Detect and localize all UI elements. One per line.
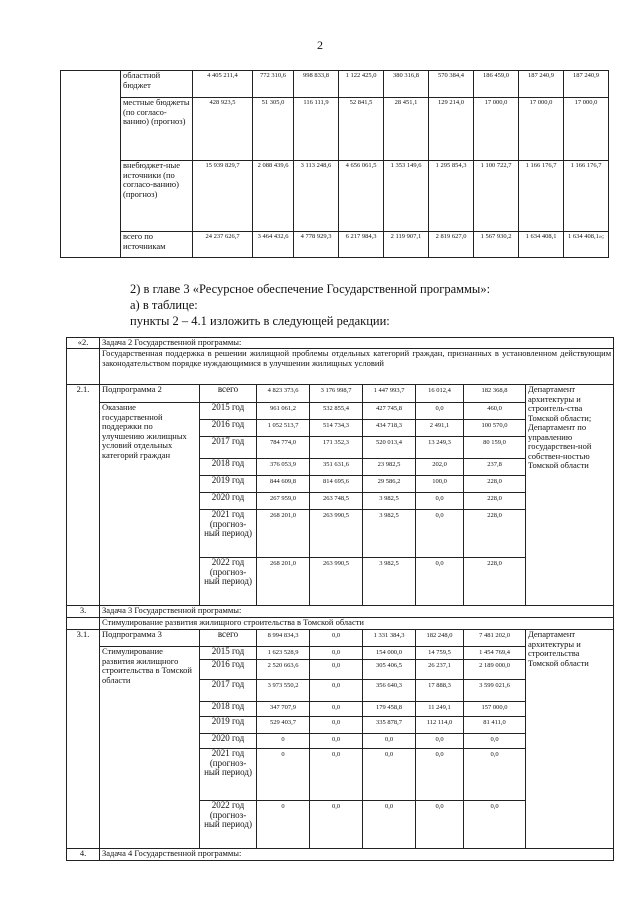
table-cell: 24 237 626,7	[193, 232, 253, 258]
table-cell: 4 823 373,6	[257, 385, 310, 403]
table-cell: 4 405 211,4	[193, 71, 253, 98]
table-cell: 268 201,0	[257, 558, 310, 606]
table-cell: 844 609,8	[257, 476, 310, 493]
table-cell: 3 973 550,2	[257, 680, 310, 702]
table-cell: 3 113 248,6	[294, 161, 339, 232]
table-cell: 0,0	[416, 493, 464, 510]
table-cell: 263 990,5	[310, 558, 363, 606]
table-cell: 26 237,1	[416, 660, 464, 680]
source-label: местные бюджеты (по согласо-ванию) (прогноз)	[121, 98, 193, 161]
table-cell: 15 939 829,7	[193, 161, 253, 232]
table-cell: 570 384,4	[429, 71, 474, 98]
table-cell: 0	[257, 749, 310, 801]
table-cell: 2 189 000,0	[464, 660, 526, 680]
resource-table	[66, 337, 614, 861]
table-row	[67, 338, 614, 349]
table-cell: 305 406,5	[363, 660, 416, 680]
table-cell: 4 778 929,3	[294, 232, 339, 258]
page-number: 2	[317, 38, 323, 52]
table-cell: 4 656 061,5	[339, 161, 384, 232]
table-cell: 2 088 439,6	[253, 161, 294, 232]
table-cell: 0	[257, 734, 310, 749]
table-cell: 6 217 984,3	[339, 232, 384, 258]
table-cell: 14 759,5	[416, 647, 464, 660]
table-cell: 17 000,0	[564, 98, 609, 161]
year-cell: 2018 год	[200, 459, 257, 476]
table-cell: 268 201,0	[257, 510, 310, 558]
table-cell: 356 640,3	[363, 680, 416, 702]
table-row	[67, 349, 614, 385]
year-cell: 2020 год	[200, 734, 257, 749]
table-cell: 237,8	[464, 459, 526, 476]
table-cell: 3 176 998,7	[310, 385, 363, 403]
table-cell: 351 631,6	[310, 459, 363, 476]
row-number: 2.1.	[67, 385, 100, 606]
table-cell: 17 000,0	[519, 98, 564, 161]
row-number: 3.	[67, 606, 100, 618]
table-cell: 0,0	[363, 801, 416, 849]
table-row	[67, 849, 614, 861]
year-cell: 2018 год	[200, 702, 257, 717]
table-cell: 0	[257, 801, 310, 849]
table-cell: 1 353 149,6	[384, 161, 429, 232]
table-cell: 814 695,6	[310, 476, 363, 493]
table-cell: 3 982,5	[363, 510, 416, 558]
budget-sources-table	[60, 70, 609, 258]
table-cell: 0,0	[310, 717, 363, 734]
department-cell: Департамент архитектуры и строительства Томской области	[526, 630, 614, 849]
table-cell: 17 888,3	[416, 680, 464, 702]
table-cell: 376 053,9	[257, 459, 310, 476]
year-cell: 2016 год	[200, 420, 257, 437]
table-cell: 460,0	[464, 403, 526, 420]
table-cell: 3 982,5	[363, 558, 416, 606]
table-cell: 529 403,7	[257, 717, 310, 734]
year-cell: 2022 год (прогноз-ный период)	[200, 558, 257, 606]
table-cell: 8 994 834,3	[257, 630, 310, 647]
year-cell: всего	[200, 630, 257, 647]
table-cell: 2 819 627,0	[429, 232, 474, 258]
year-cell: всего	[200, 385, 257, 403]
table-cell: 0,0	[310, 801, 363, 849]
year-cell: 2022 год (прогноз-ный период)	[200, 801, 257, 849]
table-cell: 187 240,9	[519, 71, 564, 98]
table-cell: 186 459,0	[474, 71, 519, 98]
table-row	[61, 71, 609, 98]
table-cell: 2 119 907,1	[384, 232, 429, 258]
task-description: Стимулирование развития жилищного строительства в Томской области	[100, 618, 614, 630]
table-cell: 772 310,6	[253, 71, 294, 98]
table-cell: 961 061,2	[257, 403, 310, 420]
table-cell: 182 248,0	[416, 630, 464, 647]
table-cell: 187 240,9	[564, 71, 609, 98]
table-cell: 179 458,8	[363, 702, 416, 717]
intro-line-2: а) в таблице:	[130, 298, 198, 312]
table-cell: 428 923,5	[193, 98, 253, 161]
table-cell: 17 000,0	[474, 98, 519, 161]
source-label: областной бюджет	[121, 71, 193, 98]
subprogram-title: Подпрограмма 2	[100, 385, 200, 403]
table-cell: 1 634 408,1»;	[564, 232, 609, 258]
table-cell: 0,0	[416, 749, 464, 801]
table-cell: 0,0	[310, 647, 363, 660]
table-cell: 1 623 528,9	[257, 647, 310, 660]
table-cell: 1 454 769,4	[464, 647, 526, 660]
table-cell: 0,0	[416, 801, 464, 849]
table-cell: 7 481 202,0	[464, 630, 526, 647]
table-cell: 2 520 663,6	[257, 660, 310, 680]
table-cell: 0,0	[464, 801, 526, 849]
table-cell: 28 451,1	[384, 98, 429, 161]
table-cell: 1 331 384,3	[363, 630, 416, 647]
table-cell: 434 718,3	[363, 420, 416, 437]
year-cell: 2019 год	[200, 717, 257, 734]
table-cell: 0,0	[310, 630, 363, 647]
table-cell: 52 841,5	[339, 98, 384, 161]
table-cell: 380 316,8	[384, 71, 429, 98]
table-cell: 13 249,3	[416, 437, 464, 459]
table-cell: 1 100 722,7	[474, 161, 519, 232]
table-cell: 0,0	[310, 680, 363, 702]
table-cell: 81 411,0	[464, 717, 526, 734]
task-description: Государственная поддержка в решении жилищной проблемы отдельных категорий граждан, признанных в установленном действующим законодательством порядке нуждающимися в улучшении жилищных условий	[100, 349, 614, 385]
year-cell: 2021 год (прогноз-ный период)	[200, 510, 257, 558]
table-cell: 0,0	[310, 702, 363, 717]
table-cell: 0,0	[416, 403, 464, 420]
table-cell: 0,0	[416, 734, 464, 749]
source-label: внебюджет-ные источники (по согласо-ванию) (прогноз)	[121, 161, 193, 232]
table-cell: 116 111,9	[294, 98, 339, 161]
year-cell: 2019 год	[200, 476, 257, 493]
year-cell: 2020 год	[200, 493, 257, 510]
table-cell: 228,0	[464, 510, 526, 558]
table-cell: 3 464 432,6	[253, 232, 294, 258]
table-cell: 520 013,4	[363, 437, 416, 459]
table-cell: 347 707,9	[257, 702, 310, 717]
table-cell: 784 774,0	[257, 437, 310, 459]
intro-line-1: 2) в главе 3 «Ресурсное обеспечение Государственной программы»:	[130, 282, 491, 296]
year-cell: 2017 год	[200, 437, 257, 459]
table-cell: 532 855,4	[310, 403, 363, 420]
table-cell: 1 122 425,0	[339, 71, 384, 98]
table-cell: 998 833,8	[294, 71, 339, 98]
year-cell: 2017 год	[200, 680, 257, 702]
table-cell: 182 368,8	[464, 385, 526, 403]
table-cell: 0,0	[363, 734, 416, 749]
table-row	[61, 232, 609, 258]
table-cell: 1 567 930,2	[474, 232, 519, 258]
table-cell: 1 634 408,1	[519, 232, 564, 258]
table-cell: 228,0	[464, 558, 526, 606]
subprogram-description: Оказание государственной поддержки по улучшению жилищных условий отдельных категорий граждан	[100, 403, 200, 606]
task-title: Задача 3 Государственной программы:	[100, 606, 614, 618]
table-cell: 129 214,0	[429, 98, 474, 161]
table-cell: 0,0	[416, 510, 464, 558]
subprogram-description: Стимулирование развития жилищного строительства в Томской области	[100, 647, 200, 849]
table-cell: 51 305,0	[253, 98, 294, 161]
table-row	[67, 385, 614, 403]
year-cell: 2021 год (прогноз-ный период)	[200, 749, 257, 801]
table-cell: 228,0	[464, 476, 526, 493]
table-cell: 1 052 513,7	[257, 420, 310, 437]
table-cell: 112 114,0	[416, 717, 464, 734]
table-cell: 0,0	[464, 749, 526, 801]
task-title: Задача 4 Государственной программы:	[100, 849, 614, 861]
intro-line-3: пункты 2 – 4.1 изложить в следующей редакции:	[130, 314, 390, 328]
table-row	[67, 630, 614, 647]
table-cell: 427 745,8	[363, 403, 416, 420]
table-cell: 0,0	[310, 749, 363, 801]
table-cell: 228,0	[464, 493, 526, 510]
table-cell: 157 000,0	[464, 702, 526, 717]
table-cell: 263 748,5	[310, 493, 363, 510]
year-cell: 2015 год	[200, 647, 257, 660]
table-cell: 0,0	[310, 660, 363, 680]
table-cell: 23 982,5	[363, 459, 416, 476]
table-cell: 0,0	[416, 558, 464, 606]
row-number: «2.	[67, 338, 100, 349]
table-cell: 1 295 854,3	[429, 161, 474, 232]
table-cell: 1 447 993,7	[363, 385, 416, 403]
table-cell: 2 491,1	[416, 420, 464, 437]
table-cell: 3 599 021,6	[464, 680, 526, 702]
table-cell: 1 166 176,7	[564, 161, 609, 232]
table-cell: 514 734,3	[310, 420, 363, 437]
table-row	[61, 98, 609, 161]
table-cell: 16 012,4	[416, 385, 464, 403]
table-cell: 0,0	[363, 749, 416, 801]
table-cell: 335 878,7	[363, 717, 416, 734]
table-cell: 0,0	[464, 734, 526, 749]
table-cell: 154 000,0	[363, 647, 416, 660]
table-cell: 0,0	[310, 734, 363, 749]
table-cell: 263 990,5	[310, 510, 363, 558]
table-cell: 29 586,2	[363, 476, 416, 493]
task-title: Задача 2 Государственной программы:	[100, 338, 614, 349]
year-cell: 2016 год	[200, 660, 257, 680]
table-cell: 267 959,0	[257, 493, 310, 510]
subprogram-title: Подпрограмма 3	[100, 630, 200, 647]
table-cell: 80 159,0	[464, 437, 526, 459]
table-cell: 11 249,1	[416, 702, 464, 717]
table-cell: 1 166 176,7	[519, 161, 564, 232]
row-number: 3.1.	[67, 630, 100, 849]
row-number: 4.	[67, 849, 100, 861]
table-row	[67, 618, 614, 630]
table-cell: 171 352,3	[310, 437, 363, 459]
table-cell: 100 570,0	[464, 420, 526, 437]
source-label: всего по источникам	[121, 232, 193, 258]
department-cell: Департамент архитектуры и строитель-ства Томской области; Департамент по управлению государствен-ной собствен-ностью Томской области	[526, 385, 614, 606]
table-cell: 100,0	[416, 476, 464, 493]
table-row	[67, 606, 614, 618]
table-row	[61, 161, 609, 232]
year-cell: 2015 год	[200, 403, 257, 420]
table-cell: 3 982,5	[363, 493, 416, 510]
table-cell: 202,0	[416, 459, 464, 476]
